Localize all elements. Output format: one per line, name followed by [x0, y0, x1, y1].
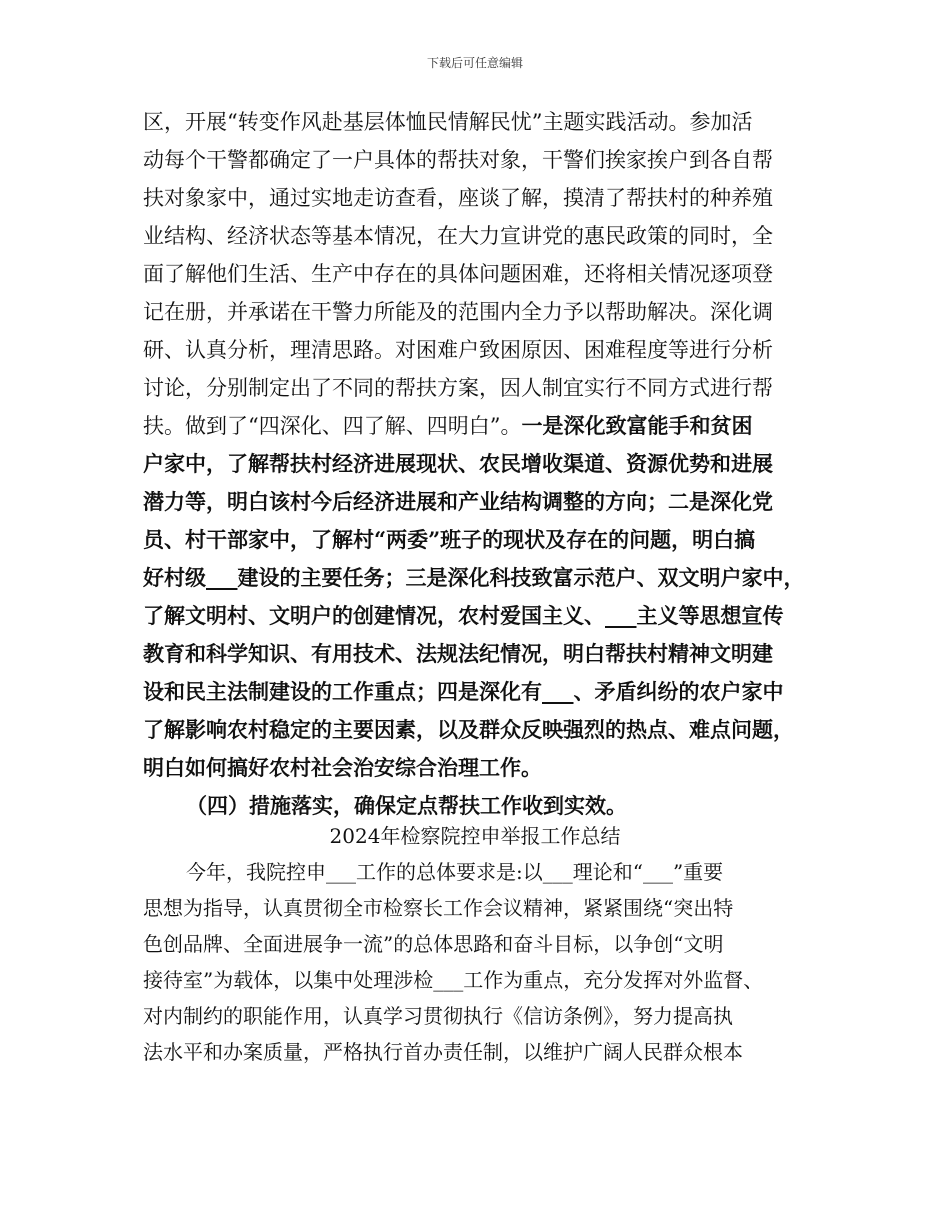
paragraph-line: 记在册，并承诺在干警力所能及的范围内全力予以帮助解决。深化调: [143, 300, 773, 324]
page-header: 下载后可任意编辑: [426, 56, 523, 70]
bold-paragraph-line: 教育和科学知识、有用技术、法规法纪情况，明白帮扶村精神文明建: [143, 641, 773, 666]
bold-text: 一是深化致富能手和贫困: [521, 413, 753, 438]
paragraph-line: 区，开展“转变作风赴基层体恤民情解民忧”主题实践活动。参加活: [143, 110, 753, 134]
document-title: 2024年检察院控申举报工作总结: [329, 824, 621, 848]
paragraph-line: 思想为指导，认真贯彻全市检察长工作会议精神，紧紧围绕“突出特: [143, 896, 734, 920]
bold-paragraph-line: 员、村干部家中，了解村“两委”班子的现状及存在的问题，明白搞: [143, 527, 756, 552]
paragraph-line: 色创品牌、全面进展争一流”的总体思路和奋斗目标，以争创“文明: [143, 932, 724, 956]
subheading: （四）措施落实，确保定点帮扶工作收到实效。: [186, 793, 627, 818]
normal-text: 扶。做到了“四深化、四了解、四明白”。: [143, 414, 522, 438]
paragraph-line-mixed: [143, 414, 752, 438]
bold-paragraph-line: 户家中，了解帮扶村经济进展现状、农民增收渠道、资源优势和进展: [143, 451, 773, 476]
paragraph-line: 扶对象家中，通过实地走访查看，座谈了解，摸清了帮扶村的种养殖: [143, 186, 773, 210]
paragraph-line: 业结构、经济状态等基本情况，在大力宣讲党的惠民政策的同时，全: [143, 224, 773, 248]
bold-paragraph-line: 了解文明村、文明户的创建情况，农村爱国主义、___主义等思想宣传: [143, 603, 784, 628]
paragraph-line: 法水平和办案质量，严格执行首办责任制，以维护广阔人民群众根本: [143, 1040, 743, 1064]
bold-paragraph-line: 了解影响农村稳定的主要因素，以及群众反映强烈的热点、难点问题，: [143, 717, 794, 742]
paragraph-line: 动每个干警都确定了一户具体的帮扶对象，干警们挨家挨户到各自帮: [143, 148, 773, 172]
bold-paragraph-line: 好村级___建设的主要任务；三是深化科技致富示范户、双文明户家中，: [143, 565, 805, 590]
bold-paragraph-line: 设和民主法制建设的工作重点；四是深化有___、矛盾纠纷的农户家中: [143, 679, 784, 704]
paragraph-line: 接待室”为载体，以集中处理涉检___工作为重点，充分发挥对外监督、: [143, 968, 764, 992]
paragraph-line: 研、认真分析，理清思路。对困难户致困原因、困难程度等进行分析: [143, 338, 773, 362]
paragraph-line: 对内制约的职能作用，认真学习贯彻执行《信访条例》，努力提高执: [143, 1004, 733, 1028]
bold-paragraph-line: 明白如何搞好农村社会治安综合治理工作。: [143, 755, 542, 780]
paragraph-line: 面了解他们生活、生产中存在的具体问题困难，还将相关情况逐项登: [143, 262, 773, 286]
bold-paragraph-line: 潜力等，明白该村今后经济进展和产业结构调整的方向；二是深化党: [143, 489, 773, 514]
paragraph-line: 今年，我院控申___工作的总体要求是:以___理论和“___”重要: [186, 860, 724, 884]
paragraph-line: 讨论，分别制定出了不同的帮扶方案，因人制宜实行不同方式进行帮: [143, 376, 773, 400]
